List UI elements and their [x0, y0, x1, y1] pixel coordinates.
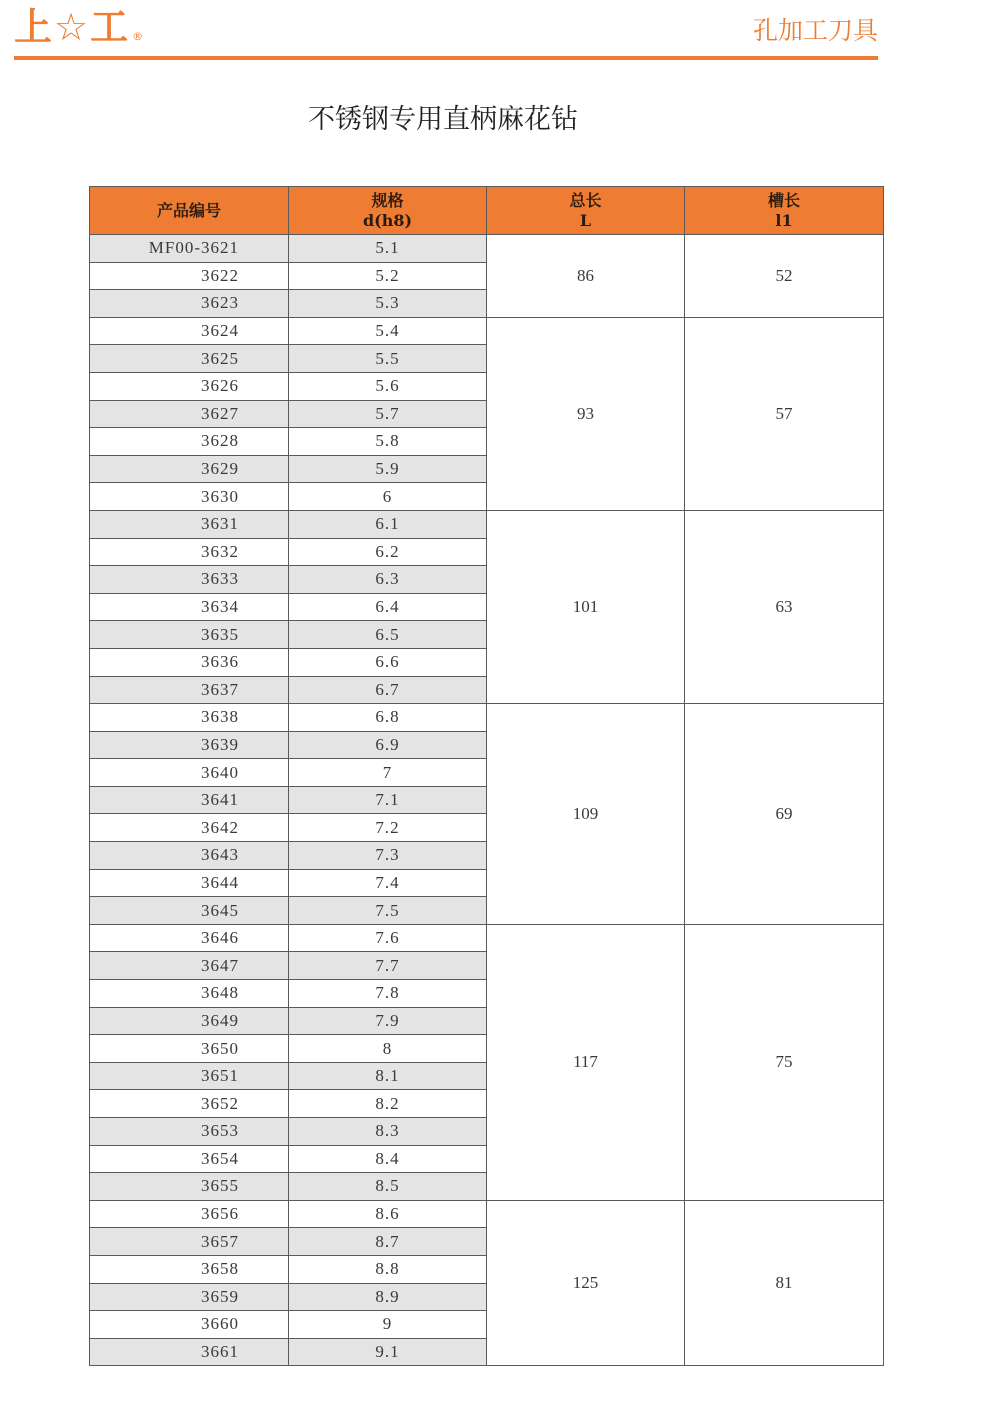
size-cell: 7	[289, 759, 487, 787]
size-cell: 5.9	[289, 455, 487, 483]
product-code-cell	[90, 704, 289, 732]
header-product-code: 产品编号	[90, 187, 289, 235]
product-code: 3634	[201, 597, 239, 617]
size-cell: 8.9	[289, 1283, 487, 1311]
size-cell: 5.1	[289, 235, 487, 263]
product-code-cell	[90, 1255, 289, 1283]
table-row	[90, 924, 884, 952]
size-cell: 6.4	[289, 593, 487, 621]
size-cell: 7.1	[289, 786, 487, 814]
product-code: 3659	[201, 1286, 239, 1306]
size-cell: 8.7	[289, 1228, 487, 1256]
total-length-cell: 86	[487, 235, 685, 318]
product-code-cell	[90, 1338, 289, 1366]
size-cell: 6.7	[289, 676, 487, 704]
product-code-cell	[90, 510, 289, 538]
product-code-cell	[90, 1283, 289, 1311]
size-cell: 6.1	[289, 510, 487, 538]
size-cell: 8.2	[289, 1090, 487, 1118]
size-cell: 7.9	[289, 1007, 487, 1035]
product-code-cell	[90, 1200, 289, 1228]
total-length-cell: 109	[487, 704, 685, 925]
product-code-cell	[90, 952, 289, 980]
product-code-cell	[90, 428, 289, 456]
size-cell: 9.1	[289, 1338, 487, 1366]
product-code: 3630	[201, 486, 239, 506]
size-cell: 7.2	[289, 814, 487, 842]
size-cell: 8.8	[289, 1255, 487, 1283]
product-code-cell	[90, 290, 289, 318]
table-row	[90, 317, 884, 345]
table-row	[90, 510, 884, 538]
product-code: 3661	[201, 1342, 239, 1362]
size-cell: 8.4	[289, 1145, 487, 1173]
product-code: 3658	[201, 1259, 239, 1279]
product-code-cell	[90, 731, 289, 759]
product-code: 3638	[201, 707, 239, 727]
product-code: 3647	[201, 955, 239, 975]
header-size: 规格 d(h8)	[289, 187, 487, 235]
product-code: 3648	[201, 983, 239, 1003]
header-divider	[14, 56, 878, 60]
product-code: 3643	[201, 845, 239, 865]
size-cell: 5.2	[289, 262, 487, 290]
product-code-cell	[90, 1090, 289, 1118]
flute-length-cell: 69	[685, 704, 884, 925]
size-cell: 5.8	[289, 428, 487, 456]
size-cell: 7.7	[289, 952, 487, 980]
flute-length-cell: 57	[685, 317, 884, 510]
brand-logo	[14, 2, 145, 62]
total-length-cell: 117	[487, 924, 685, 1200]
size-cell: 7.8	[289, 980, 487, 1008]
table-row	[90, 704, 884, 732]
table-header-row	[90, 187, 884, 235]
product-code-cell	[90, 372, 289, 400]
product-code: 3629	[201, 459, 239, 479]
document-title: 不锈钢专用直柄麻花钻	[308, 104, 578, 135]
product-code-cell	[90, 1311, 289, 1339]
product-code: 3654	[201, 1148, 239, 1168]
product-code-cell	[90, 1145, 289, 1173]
size-cell: 5.4	[289, 317, 487, 345]
product-code-cell	[90, 317, 289, 345]
product-code-cell	[90, 648, 289, 676]
flute-length-cell: 81	[685, 1200, 884, 1366]
product-code-cell	[90, 1173, 289, 1201]
product-code: 3657	[201, 1231, 239, 1251]
product-code: 3636	[201, 652, 239, 672]
size-cell: 5.7	[289, 400, 487, 428]
size-cell: 5.5	[289, 345, 487, 373]
page-header	[0, 0, 1000, 70]
product-code-cell	[90, 566, 289, 594]
registered-mark: ®	[132, 30, 146, 43]
product-code: 3631	[201, 514, 239, 534]
product-code-cell	[90, 483, 289, 511]
size-cell: 5.6	[289, 372, 487, 400]
spec-table-body	[90, 235, 884, 1366]
product-code-cell	[90, 786, 289, 814]
size-cell: 7.4	[289, 869, 487, 897]
product-code-cell	[90, 980, 289, 1008]
total-length-cell: 101	[487, 510, 685, 703]
product-code-cell	[90, 842, 289, 870]
product-code-cell	[90, 814, 289, 842]
section-title: 孔加工刀具	[752, 16, 878, 45]
product-code-cell	[90, 924, 289, 952]
product-code: 3649	[201, 1010, 239, 1030]
product-code: 3656	[201, 1204, 239, 1224]
product-code-cell	[90, 1118, 289, 1146]
product-code-cell	[90, 235, 289, 263]
product-code: 3624	[201, 321, 239, 341]
product-code: 3641	[201, 790, 239, 810]
size-cell: 8.1	[289, 1062, 487, 1090]
size-cell: 6.2	[289, 538, 487, 566]
product-code: MF00-3621	[148, 238, 239, 258]
size-cell: 7.6	[289, 924, 487, 952]
product-code: 3653	[201, 1121, 239, 1141]
product-code: 3639	[201, 734, 239, 754]
size-cell: 6.8	[289, 704, 487, 732]
product-code-cell	[90, 1228, 289, 1256]
product-code: 3637	[201, 679, 239, 699]
size-cell: 6.3	[289, 566, 487, 594]
product-code: 3644	[201, 872, 239, 892]
flute-length-cell: 52	[685, 235, 884, 318]
size-cell: 9	[289, 1311, 487, 1339]
product-code-cell	[90, 345, 289, 373]
product-code-cell	[90, 1035, 289, 1063]
product-code: 3626	[201, 376, 239, 396]
header-flute-length: 槽长 l1	[685, 187, 884, 235]
product-code-cell	[90, 538, 289, 566]
size-cell: 6.5	[289, 621, 487, 649]
product-code-cell	[90, 621, 289, 649]
product-code-cell	[90, 759, 289, 787]
product-code: 3655	[201, 1176, 239, 1196]
product-code-cell	[90, 1062, 289, 1090]
size-cell: 6	[289, 483, 487, 511]
header-total-length: 总长 L	[487, 187, 685, 235]
product-code-cell	[90, 1007, 289, 1035]
size-cell: 6.6	[289, 648, 487, 676]
size-cell: 8.5	[289, 1173, 487, 1201]
size-cell: 5.3	[289, 290, 487, 318]
product-code-cell	[90, 400, 289, 428]
flute-length-cell: 63	[685, 510, 884, 703]
product-code: 3640	[201, 762, 239, 782]
total-length-cell: 93	[487, 317, 685, 510]
product-code: 3625	[201, 348, 239, 368]
logo-text: 上☆工	[14, 5, 131, 49]
product-code: 3622	[201, 265, 239, 285]
product-code-cell	[90, 455, 289, 483]
size-cell: 8.6	[289, 1200, 487, 1228]
product-code: 3635	[201, 624, 239, 644]
size-cell: 7.5	[289, 897, 487, 925]
product-code: 3632	[201, 541, 239, 561]
product-code: 3646	[201, 928, 239, 948]
size-cell: 8	[289, 1035, 487, 1063]
size-cell: 6.9	[289, 731, 487, 759]
product-code: 3628	[201, 431, 239, 451]
product-code-cell	[90, 897, 289, 925]
product-code-cell	[90, 869, 289, 897]
product-code: 3652	[201, 1093, 239, 1113]
flute-length-cell: 75	[685, 924, 884, 1200]
product-code: 3645	[201, 900, 239, 920]
product-code: 3660	[201, 1314, 239, 1334]
product-code: 3650	[201, 1038, 239, 1058]
product-code-cell	[90, 676, 289, 704]
product-code-cell	[90, 593, 289, 621]
table-row	[90, 235, 884, 263]
product-code: 3651	[201, 1066, 239, 1086]
product-code: 3633	[201, 569, 239, 589]
table-row	[90, 1200, 884, 1228]
product-code-cell	[90, 262, 289, 290]
size-cell: 8.3	[289, 1118, 487, 1146]
product-code: 3627	[201, 403, 239, 423]
spec-table	[89, 186, 884, 1366]
product-code: 3642	[201, 817, 239, 837]
total-length-cell: 125	[487, 1200, 685, 1366]
size-cell: 7.3	[289, 842, 487, 870]
product-code: 3623	[201, 293, 239, 313]
